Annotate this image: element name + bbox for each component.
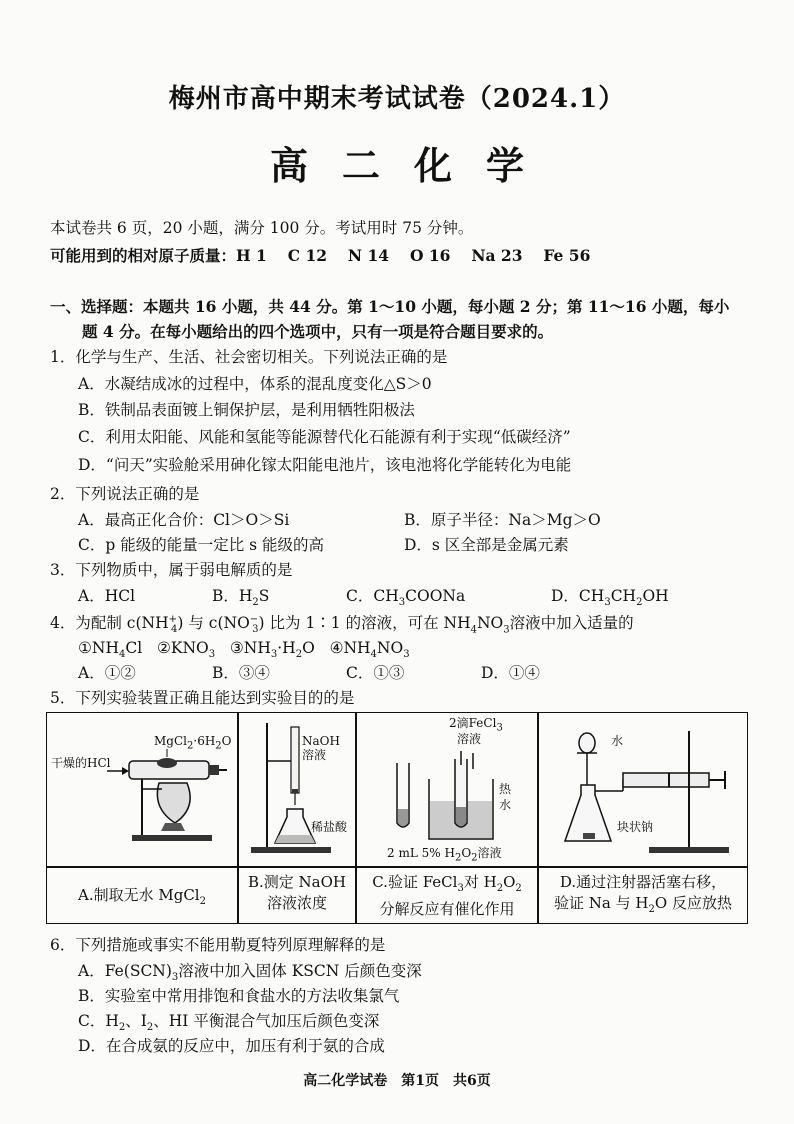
q3-option-b: B．$H_2S$ bbox=[212, 587, 270, 609]
fig-a-hcl-label: 干燥的HCl bbox=[51, 756, 111, 770]
q1-stem: 1．化学与生产、生活、社会密切相关。下列说法正确的是 bbox=[50, 348, 448, 366]
q5-stem: 5．下列实验装置正确且能达到实验目的的是 bbox=[50, 689, 355, 707]
fig-c-hot-label-2: 水 bbox=[499, 798, 512, 812]
fig-c-hot-label-1: 热 bbox=[499, 782, 512, 796]
q4-option-c: C．①③ bbox=[346, 664, 405, 682]
fig-a-mgcl2-label: $MgCl_2\cdot 6H_2O$ bbox=[154, 734, 232, 752]
subject-title: 高二化学 bbox=[269, 143, 558, 188]
fig-c-h2o2-label: 2 mL 5% $H_2O_2$溶液 bbox=[387, 846, 502, 864]
page-footer: 高二化学试卷 第1页 共6页 bbox=[303, 1073, 491, 1089]
fig-b-caption: B.测定 NaOH 溶液浓度 bbox=[247, 873, 346, 912]
q6-option-b: B．实验室中常用排饱和食盐水的方法收集氯气 bbox=[78, 987, 400, 1005]
q6-option-d: D．在合成氨的反应中，加压有利于氨的合成 bbox=[78, 1037, 385, 1055]
fig-d-caption: D.通过注射器活塞右移， 验证 Na 与 $H_2O$ 反应放热 bbox=[554, 873, 732, 915]
fig-d-water-label: 水 bbox=[611, 734, 624, 748]
fig-c-fecl3-label-2: 溶液 bbox=[457, 732, 482, 746]
q4-stem: 4．为配制 $c(NH^+_4)$ 与 $c(NO^-_3)$ 比为 1∶1 的溶液，可在 $NH_4NO_3$溶液中加入适量的 bbox=[50, 614, 634, 636]
fig-c-caption: C.验证 FeCl$_3$对 $H_2O_2$ 分解反应有催化作用 bbox=[372, 873, 522, 918]
q6-option-a: A．$Fe(SCN)_3$溶液中加入固体 KSCN 后颜色变深 bbox=[78, 962, 422, 984]
fig-b-naoh-label-1: NaOH bbox=[302, 734, 340, 748]
fig-d-apparatus bbox=[539, 713, 747, 865]
q6-option-c: C．$H_2$、$I_2$、HI 平衡混合气加压后颜色变深 bbox=[78, 1012, 380, 1034]
fig-b-hcl-label: 稀盐酸 bbox=[311, 820, 348, 834]
q2-option-d: D．s 区全部是金属元素 bbox=[404, 536, 569, 554]
fig-c-fecl3-label-1: 2滴FeCl$_3$ bbox=[449, 716, 503, 734]
q2-option-b: B．原子半径：Na＞Mg＞O bbox=[404, 511, 601, 529]
q4-substances: $①NH_4Cl$ $②KNO_3$ $③NH_3\cdot H_2O$ $④NH_4NO_3$ bbox=[78, 639, 410, 661]
q3-option-c: C．$CH_3COONa$ bbox=[346, 587, 466, 609]
section-1-line-2: 题 4 分。在每小题给出的四个选项中，只有一项是符合题目要求的。 bbox=[82, 322, 554, 341]
q2-option-c: C．p 能级的能量一定比 s 能级的高 bbox=[78, 536, 325, 554]
intro-line-2: 可能用到的相对原子质量：H 1 C 12 N 14 O 16 Na 23 Fe 56 bbox=[50, 246, 591, 265]
q3-stem: 3．下列物质中，属于弱电解质的是 bbox=[50, 561, 293, 579]
q3-option-d: D．$CH_3CH_2OH$ bbox=[551, 587, 669, 609]
q4-option-d: D．①④ bbox=[481, 664, 540, 682]
q1-option-b: B．铁制品表面镀上铜保护层，是利用牺牲阳极法 bbox=[78, 401, 415, 419]
fig-a-caption: A.制取无水 MgCl$_2$ bbox=[78, 886, 206, 907]
section-1-line-1: 一、选择题：本题共 16 小题，共 44 分。第 1～10 小题，每小题 2 分；第 11～16 小题，每小 bbox=[50, 297, 730, 316]
q2-option-a: A．最高正化合价：Cl＞O＞Si bbox=[78, 511, 290, 529]
q1-option-d: D．“问天”实验舱采用砷化镓太阳能电池片，该电池将化学能转化为电能 bbox=[78, 456, 572, 474]
exam-title: 梅州市高中期末考试试卷（2024.1） bbox=[168, 84, 626, 114]
fig-b-naoh-label-2: 溶液 bbox=[302, 748, 327, 762]
q1-option-c: C．利用太阳能、风能和氢能等能源替代化石能源有利于实现“低碳经济” bbox=[78, 428, 571, 446]
q4-option-b: B．③④ bbox=[212, 664, 270, 682]
q1-option-a: A．水凝结成冰的过程中，体系的混乱度变化△S＞0 bbox=[78, 375, 432, 393]
q2-stem: 2．下列说法正确的是 bbox=[50, 485, 200, 503]
intro-line-1: 本试卷共 6 页，20 小题，满分 100 分。考试用时 75 分钟。 bbox=[50, 219, 474, 237]
q3-option-a: A．HCl bbox=[78, 587, 136, 605]
q5-apparatus-table bbox=[46, 712, 748, 924]
fig-d-sodium-label: 块状钠 bbox=[617, 820, 654, 834]
q4-option-a: A．①② bbox=[78, 664, 136, 682]
q6-stem: 6．下列措施或事实不能用勒夏特列原理解释的是 bbox=[50, 936, 386, 954]
